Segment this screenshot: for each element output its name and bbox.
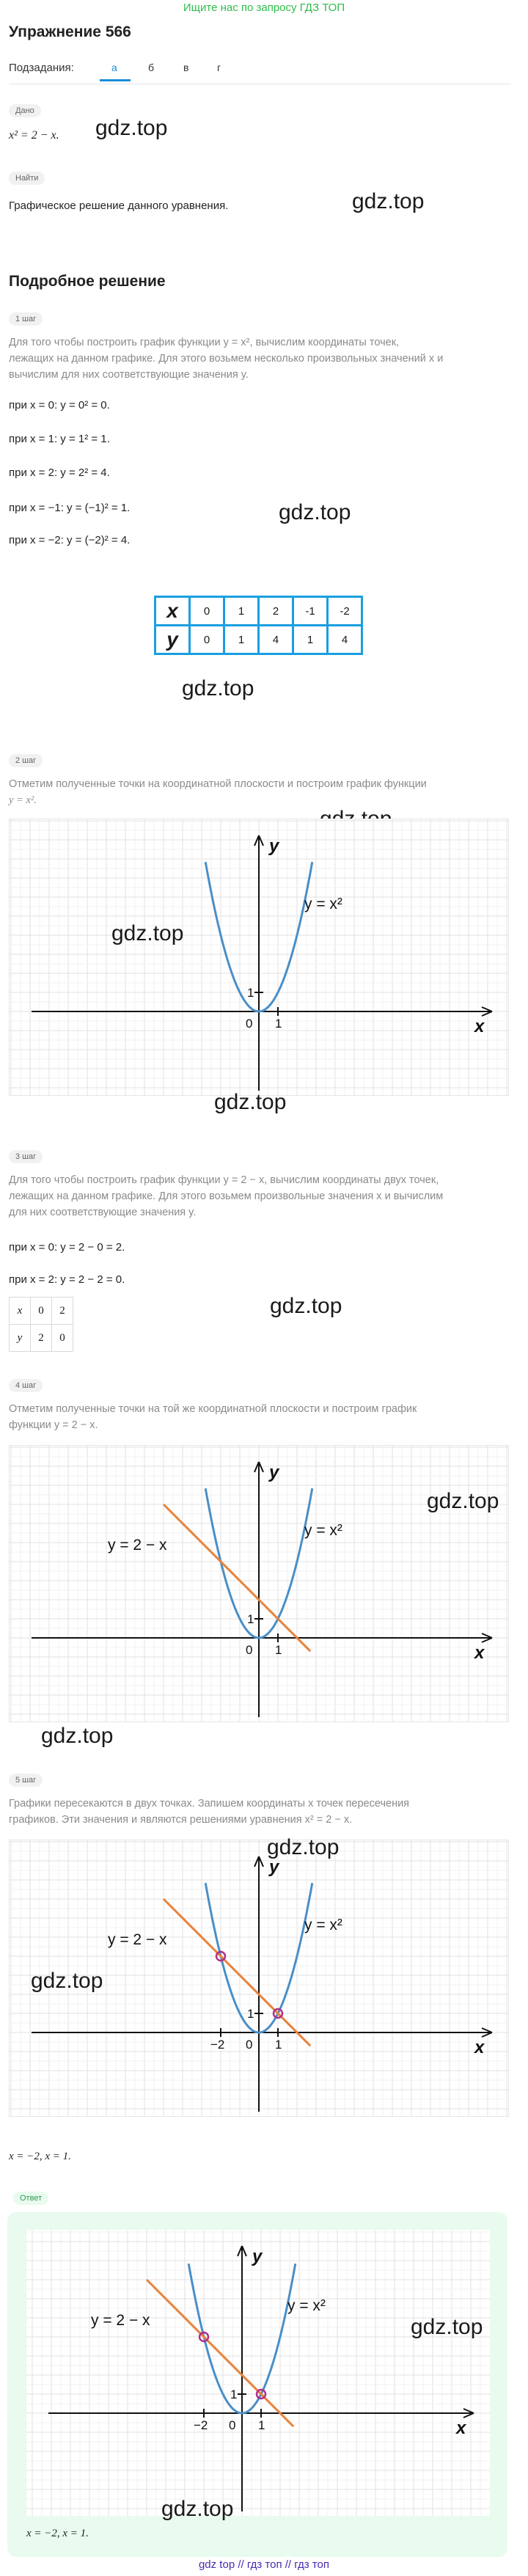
table-cell: -2 <box>328 597 362 626</box>
tick-label: 1 <box>247 1612 254 1626</box>
tab-b[interactable]: б <box>148 62 155 73</box>
given-badge: Дано <box>9 104 41 117</box>
watermark: gdz.top <box>411 2315 483 2339</box>
subtasks-label: Подзадания: <box>9 62 74 74</box>
watermark: gdz.top <box>279 500 351 524</box>
parabola-label: y = x² <box>304 896 342 912</box>
answer-result: x = −2, x = 1. <box>26 2528 89 2539</box>
tick-label: 1 <box>247 986 254 1000</box>
line-graph <box>164 1899 310 2046</box>
step3-line: при x = 2: y = 2 − 2 = 0. <box>9 1273 125 1286</box>
x-axis-label: x <box>474 1017 485 1036</box>
line-label: y = 2 − x <box>91 2312 150 2329</box>
line-label: y = 2 − x <box>108 1931 167 1948</box>
step1-line: при x = −2: y = (−2)² = 4. <box>9 534 131 546</box>
watermark: gdz.top <box>427 1489 499 1513</box>
table-header-x: x <box>10 1298 31 1325</box>
search-hint-banner: Ищите нас по запросу ГДЗ ТОП <box>183 1 345 14</box>
step1-text: Для того чтобы построить график функции y = x², вычислим координаты точек, лежащих на данном графике. Для этого возьмем несколько произвольных значений x и вычислим для них соответствующие значения y. <box>9 337 444 381</box>
tick-label: −2 <box>194 2418 208 2432</box>
find-badge: Найти <box>9 172 45 185</box>
watermark: gdz.top <box>95 116 168 140</box>
table-cell: 1 <box>224 597 259 626</box>
table-header-y: y <box>10 1325 31 1352</box>
step2-badge: 2 шаг <box>9 754 43 767</box>
table-cell: 4 <box>328 626 362 654</box>
watermark: gdz.top <box>352 189 425 213</box>
table-cell: 1 <box>224 626 259 654</box>
tab-a[interactable]: а <box>111 62 117 73</box>
tick-label: 1 <box>275 2038 282 2052</box>
step3-badge: 3 шаг <box>9 1150 43 1163</box>
watermark: gdz.top <box>267 1835 340 1859</box>
table-cell: -1 <box>293 597 328 626</box>
table-cell: 0 <box>31 1298 52 1325</box>
step3-line: при x = 0: y = 2 − 0 = 2. <box>9 1241 125 1254</box>
watermark: gdz.top <box>161 2497 234 2521</box>
parabola-label: y = x² <box>304 1522 342 1539</box>
watermark: gdz.top <box>31 1969 103 1993</box>
parabola-label: y = x² <box>304 1917 342 1933</box>
values-table-line <box>9 1297 73 1352</box>
step1-badge: 1 шаг <box>9 312 43 326</box>
page-title: Упражнение 566 <box>9 23 131 40</box>
table-cell: 0 <box>52 1325 73 1352</box>
watermark: gdz.top <box>214 1090 287 1114</box>
origin-label: 0 <box>246 1643 253 1657</box>
table-cell: 4 <box>259 626 293 654</box>
step4-badge: 4 шаг <box>9 1379 43 1392</box>
y-axis-label: y <box>252 2247 263 2266</box>
step1-line: при x = 1: y = 1² = 1. <box>9 433 110 445</box>
step1-line: при x = 0: y = 0² = 0. <box>9 399 110 411</box>
graph-parabola-line <box>9 1445 509 1722</box>
tick-label: 1 <box>258 2418 265 2432</box>
table-header-y: y <box>155 626 190 654</box>
given-equation: x² = 2 − x. <box>9 129 59 142</box>
step1-line: при x = 2: y = 2² = 4. <box>9 466 110 479</box>
origin-label: 0 <box>246 2038 253 2052</box>
x-axis-label: x <box>474 2038 485 2057</box>
watermark: gdz.top <box>111 921 184 945</box>
step5-badge: 5 шаг <box>9 1774 43 1787</box>
y-axis-label: y <box>269 1463 279 1482</box>
origin-label: 0 <box>229 2418 236 2432</box>
y-axis-label: y <box>269 836 279 856</box>
answer-badge: Ответ <box>13 2192 48 2205</box>
footer-links: gdz top // гдз топ // гдз топ <box>198 2558 330 2571</box>
x-axis-label: x <box>474 1643 485 1663</box>
table-header-x: x <box>155 597 190 626</box>
watermark: gdz.top <box>182 676 254 700</box>
watermark: gdz.top <box>41 1724 114 1748</box>
active-tab-indicator <box>100 79 131 81</box>
tick-label: 1 <box>275 1643 282 1657</box>
parabola-label: y = x² <box>287 2297 326 2314</box>
y-axis-label: y <box>269 1857 279 1877</box>
line-label: y = 2 − x <box>108 1537 167 1554</box>
solution-title: Подробное решение <box>9 273 166 290</box>
step4-text: Отметим полученные точки на той же координатной плоскости и построим график функции y = 2 − x. <box>9 1403 417 1431</box>
table-cell: 2 <box>31 1325 52 1352</box>
watermark: gdz.top <box>270 1294 342 1318</box>
tick-label: −2 <box>210 2038 225 2052</box>
tick-label: 1 <box>247 2007 254 2021</box>
step5-result: x = −2, x = 1. <box>9 2151 71 2162</box>
tick-label: 1 <box>230 2387 238 2401</box>
step5-text: Графики пересекаются в двух точках. Запишем координаты x точек пересечения графиков. Эти значения и являются решениями уравнения x² = 2 − x. <box>9 1798 410 1826</box>
graph-parabola <box>9 819 509 1096</box>
origin-label: 0 <box>246 1017 253 1031</box>
tick-label: 1 <box>275 1017 282 1031</box>
table-cell: 1 <box>293 626 328 654</box>
values-table-parabola <box>154 596 363 655</box>
table-cell: 0 <box>190 626 224 654</box>
find-text: Графическое решение данного уравнения. <box>9 200 229 212</box>
step3-text: Для того чтобы построить график функции y = 2 − x, вычислим координаты двух точек, лежащих на данном графике. Для этого возьмем произвольные значения x и вычислим для них соответствующие значения y. <box>9 1174 444 1218</box>
step1-line: при x = −1: y = (−1)² = 1. <box>9 502 131 514</box>
table-cell: 2 <box>52 1298 73 1325</box>
step2-text: Отметим полученные точки на координатной плоскости и построим график функции y = x². <box>9 778 427 806</box>
tab-g[interactable]: г <box>217 62 221 73</box>
graph-answer <box>26 2230 490 2516</box>
x-axis-label: x <box>456 2418 466 2438</box>
line-graph <box>164 1504 310 1651</box>
tab-v[interactable]: в <box>183 62 189 73</box>
table-cell: 2 <box>259 597 293 626</box>
table-cell: 0 <box>190 597 224 626</box>
line-graph <box>147 2280 293 2426</box>
